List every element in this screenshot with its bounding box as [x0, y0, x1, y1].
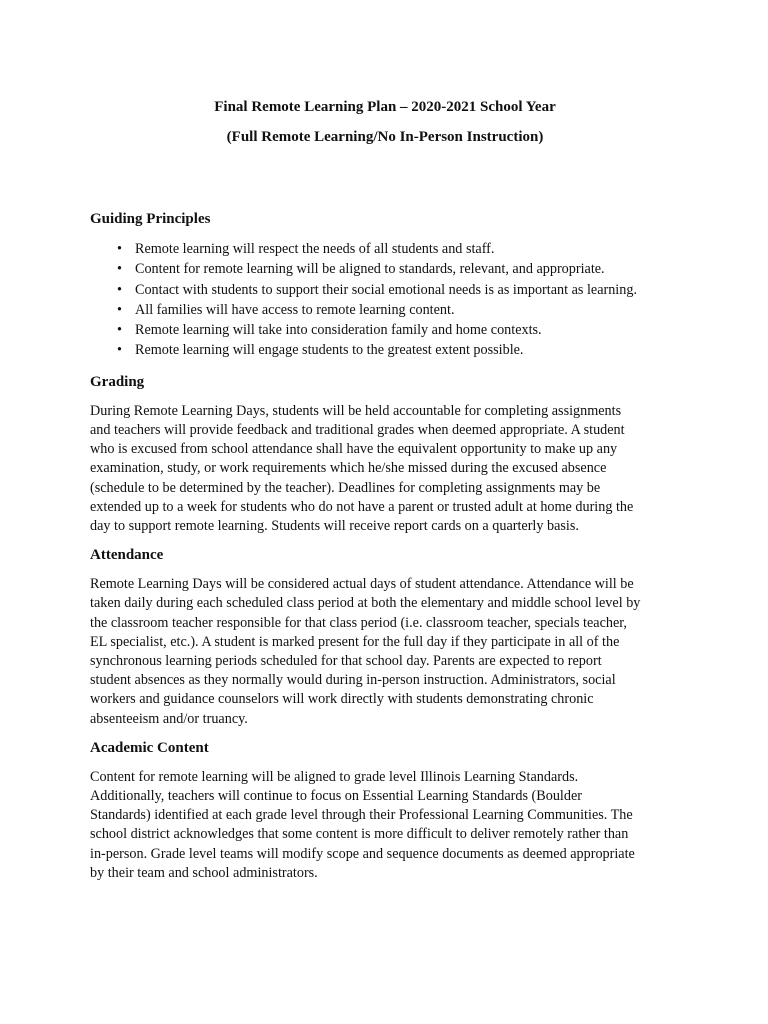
document-subtitle: (Full Remote Learning/No In-Person Instruction): [226, 129, 544, 145]
grading-paragraph: [90, 402, 680, 536]
text-line: extended up to a week for students who do not have a parent or trusted adult at home during the: [90, 498, 634, 515]
attendance-heading: Attendance: [90, 547, 164, 564]
text-line: examination, study, or work requirements which he/she missed during the excused absence: [90, 460, 607, 477]
text-line: taken daily during each scheduled class period at both the elementary and middle school level by: [90, 595, 641, 612]
text-line: student absences as they normally would during in-person instruction. Administrators, social: [90, 672, 616, 689]
text-line: synchronous learning periods scheduled for that school day. Parents are expected to report: [90, 653, 602, 670]
list-item: • Remote learning will take into consideration family and home contexts.: [90, 320, 680, 340]
bullet-icon: •: [117, 241, 122, 257]
text-line: and teachers will provide feedback and traditional grades when deemed appropriate. A student: [90, 421, 625, 438]
text-line: absenteeism and/or truancy.: [90, 710, 248, 727]
academic-content-heading: Academic Content: [90, 739, 209, 756]
text-line: EL specialist, etc.). A student is marked present for the full day if they participate in all of the: [90, 633, 620, 650]
text-line: the classroom teacher responsible for that class period (i.e. classroom teacher, specials teacher,: [90, 614, 627, 631]
bullet-icon: •: [117, 261, 122, 278]
list-item: • Content for remote learning will be aligned to standards, relevant, and appropriate.: [90, 259, 680, 279]
academic-content-paragraph: [90, 768, 680, 883]
document-page: [90, 97, 680, 883]
list-item: • Remote learning will engage students to the greatest extent possible.: [90, 340, 680, 360]
bullet-icon: •: [117, 342, 122, 359]
attendance-paragraph: [90, 575, 680, 729]
text-line: (schedule to be determined by the teacher). Deadlines for completing assignments may be: [90, 479, 601, 496]
text-line: who is excused from school attendance shall have the equivalent opportunity to make up any: [90, 441, 618, 458]
bullet-icon: •: [117, 301, 122, 318]
text-line: workers and guidance counselors will work directly with students demonstrating chronic: [90, 691, 594, 708]
text-line: Remote Learning Days will be considered actual days of student attendance. Attendance will be: [90, 576, 634, 593]
list-item: • All families will have access to remote learning content.: [90, 300, 680, 320]
text-line: Content for remote learning will be aligned to grade level Illinois Learning Standards.: [90, 768, 579, 785]
guiding-principles-list: [90, 239, 680, 361]
bullet-icon: •: [117, 322, 122, 339]
text-line: During Remote Learning Days, students will be held accountable for completing assignments: [90, 402, 622, 419]
document-title: Final Remote Learning Plan – 2020-2021 School Year: [214, 99, 556, 115]
text-line: by their team and school administrators.: [90, 864, 318, 881]
text-line: in-person. Grade level teams will modify scope and sequence documents as deemed appropriate: [90, 845, 635, 862]
text-line: day to support remote learning. Students will receive report cards on a quarterly basis.: [90, 518, 579, 534]
list-item: • Contact with students to support their social emotional needs is as important as learning.: [90, 280, 680, 300]
grading-heading: Grading: [90, 373, 145, 390]
text-line: school district acknowledges that some content is more difficult to deliver remotely rather than: [90, 826, 629, 843]
text-line: Additionally, teachers will continue to focus on Essential Learning Standards (Boulder: [90, 788, 582, 805]
list-item: • Remote learning will respect the needs of all students and staff.: [90, 239, 680, 259]
text-line: Standards) identified at each grade level through their Professional Learning Communities. The: [90, 807, 633, 824]
guiding-principles-heading: Guiding Principles: [90, 211, 211, 227]
bullet-icon: •: [117, 281, 122, 298]
